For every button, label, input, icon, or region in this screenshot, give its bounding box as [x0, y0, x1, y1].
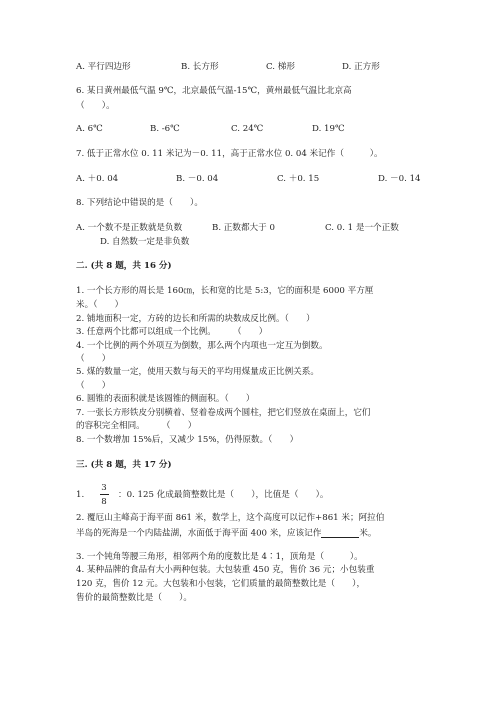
s2-q5-line2: （ ）: [76, 381, 111, 391]
s3-q2-line2: [76, 529, 377, 538]
q7-option-a: A. ＋0. 04: [76, 174, 119, 184]
q5-option-a: A. 平行四边形: [76, 62, 131, 72]
s2-q1-line1: 1. 一个长方形的周长是 160㎝，长和宽的比是 5:3，它的面积是 6000 平方厘: [76, 286, 374, 296]
q6-option-d: D. 19℃: [312, 124, 345, 134]
q7-option-c: C. ＋0. 15: [277, 174, 320, 184]
q7-text: 7. 低于正常水位 0. 11 米记为－0. 11，高于正常水位 0. 04 米记作（ ）。: [76, 149, 383, 159]
fraction-bar: [100, 494, 109, 495]
s3-q2-line2-unit: 米。: [359, 528, 377, 539]
s2-q7-line2: 的容积完全相同。 （ ）: [76, 421, 197, 431]
q7-option-d: D. －0. 14: [378, 174, 421, 184]
s3-q4-line1: 4. 某种品牌的食品有大小两种包装。大包装重 450 克，售价 36 元；小包装重: [76, 565, 375, 575]
q7-option-b: B. －0. 04: [176, 174, 219, 184]
q8-option-b: B. 正数都大于 0: [212, 223, 275, 233]
s2-q7-line1: 7. 一张长方形铁皮分别横着、竖着卷成两个圆柱，把它们竖放在桌面上，它们: [76, 408, 371, 418]
fraction-numerator: 3: [101, 483, 107, 493]
q6-text-line1: 6. 某日黄州最低气温 9℃，北京最低气温-15℃，黄州最低气温比北京高: [76, 86, 352, 96]
s3-q4-line3: 售价的最简整数比是（ ）。: [76, 593, 193, 603]
q5-option-d: D. 正方形: [342, 62, 380, 72]
s2-q4-line1: 4. 一个比例的两个外项互为倒数，那么两个内项也一定互为倒数。: [76, 341, 328, 351]
s3-q1-number: 1.: [76, 490, 85, 500]
s2-q5-line1: 5. 煤的数量一定，使用天数与每天的平均用煤量成正比例关系。: [76, 367, 319, 377]
s2-q1-line2: 米。（ ）: [76, 300, 124, 310]
s2-q6: 6. 圆锥的表面积就是该圆锥的侧面积。（ ）: [76, 394, 255, 404]
q8-option-d: D. 自然数一定是非负数: [100, 237, 190, 247]
s2-q3: 3. 任意两个比都可以组成一个比例。 （ ）: [76, 327, 268, 337]
q5-option-b: B. 长方形: [181, 62, 219, 72]
fraction-denominator: 8: [101, 497, 107, 507]
q6-option-c: C. 24℃: [231, 124, 264, 134]
section3-title: 三. (共 8 题，共 17 分): [76, 460, 172, 470]
q8-option-a: A. 一个数不是正数就是负数: [76, 223, 183, 233]
s3-q4-line2: 120 克，售价 12 元。大包装和小包装，它们质量的最简整数比是（ ），: [76, 579, 366, 589]
answer-blank[interactable]: [321, 529, 359, 538]
s3-q2-line1: 2. 覆厄山主峰高于海平面 861 米，数学上，这个高度可以记作+861 米；阿拉伯: [76, 513, 385, 523]
s3-q2-line2-text: 半岛的死海是一个内陆盐湖，水面低于海平面 400 米，应该记作: [76, 528, 322, 539]
s3-q3: 3. 一个钝角等腰三角形，相邻两个角的度数比是 4∶1，顶角是（ ）。: [76, 552, 363, 562]
s2-q2: 2. 铺地面积一定，方砖的边长和所需的块数成反比例。（ ）: [76, 314, 315, 324]
q8-text: 8. 下列结论中错误的是（ ）。: [76, 198, 203, 208]
s2-q4-line2: （ ）: [76, 354, 111, 364]
s2-q8: 8. 一个数增加 15%后，又减少 15%，仍得原数。（ ）: [76, 435, 299, 445]
q5-option-c: C. 梯形: [266, 62, 295, 72]
q6-text-line2: （ ）。: [76, 101, 115, 111]
s3-q1-text: ：0. 125 化成最简整数比是（ ），比值是（ ）。: [118, 490, 329, 500]
q8-option-c: C. 0. 1 是一个正数: [325, 223, 399, 233]
section2-title: 二. (共 8 题，共 16 分): [76, 261, 172, 271]
q6-option-b: B. -6℃: [150, 124, 180, 134]
q6-option-a: A. 6℃: [76, 124, 103, 134]
